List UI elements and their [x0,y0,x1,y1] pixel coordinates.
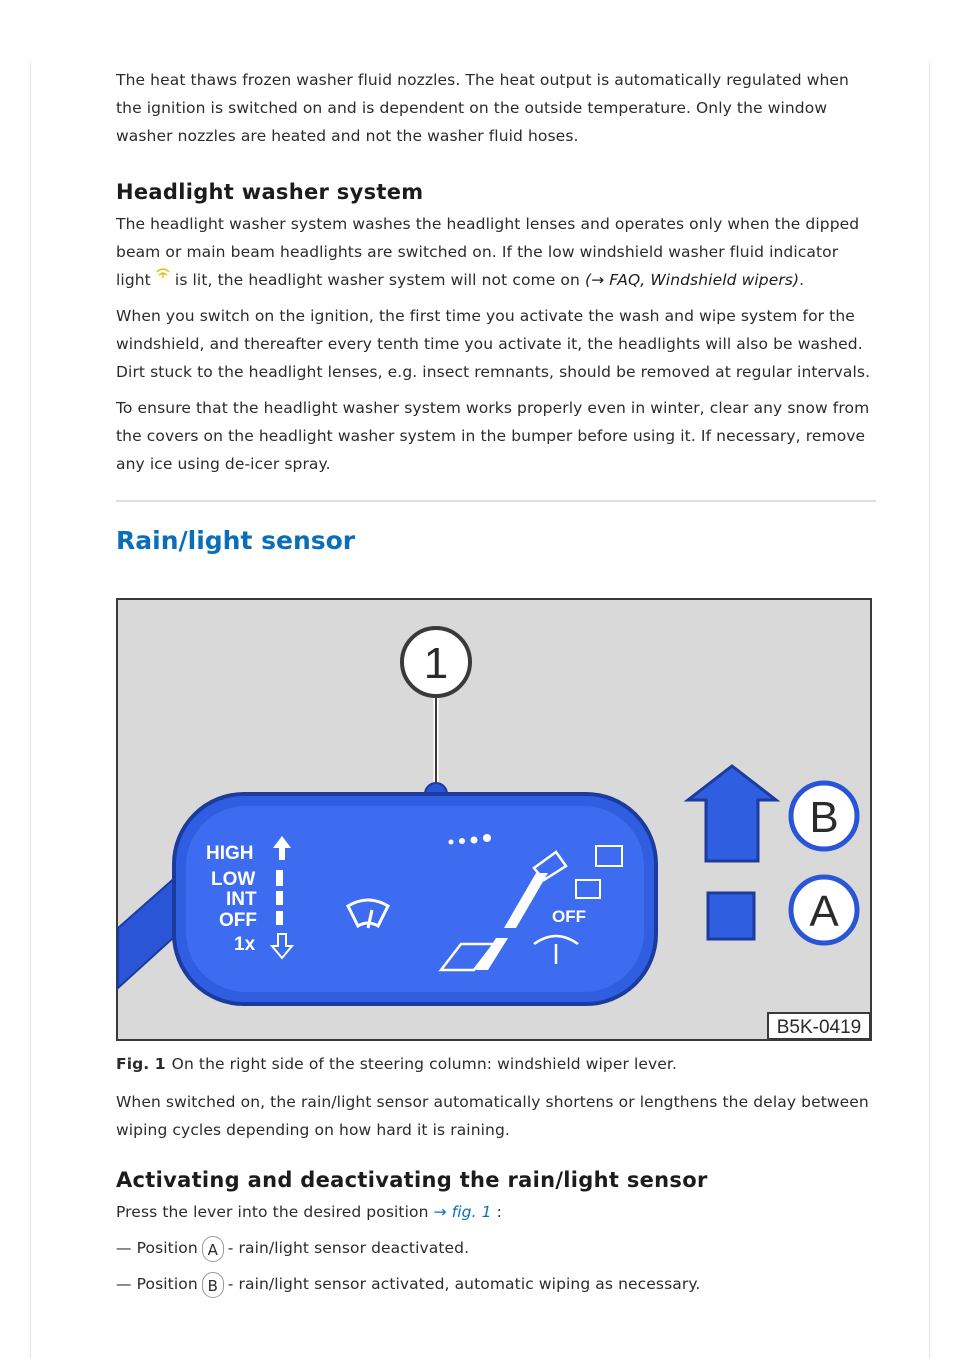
headlight-washer-paragraph-3: To ensure that the headlight washer system works properly even in winter, clear any snow from the covers on the headlight washer system in the bumper before using it. If necessary, remove any ice using de-icer spray. [116,399,870,473]
section-divider [116,500,876,502]
document-content-lower [116,1050,876,1298]
section-heading-rain-light-sensor: Rain/light sensor [116,526,356,555]
figure-caption-text: On the right side of the steering column: windshield wiper lever. [171,1055,677,1073]
headlight-washer-p1-end: . [799,271,805,289]
windshield-wiper-lever-figure [116,598,872,1041]
list-item-position-a [116,1234,876,1262]
position-marker-low [276,870,283,886]
callout-label-a: A [809,887,839,936]
faq-windshield-wipers-link[interactable]: (→ FAQ, Windshield wipers) [584,271,800,289]
lever-label-off: OFF [219,910,257,931]
figure-caption-prefix: Fig. 1 [116,1055,166,1073]
list-item-position-b [116,1270,876,1298]
lever-label-high: HIGH [206,843,254,864]
lever-label-int: INT [226,889,257,910]
fig-1-link[interactable]: → fig. 1 [433,1203,492,1221]
document-content [116,62,876,555]
headlight-washer-paragraph-2: When you switch on the ignition, the first time you activate the wash and wipe system for the windshield, and thereafter every tenth time you activate it, the headlights will also be washed. Dirt stuck to the headlight lenses, e.g. insect remnants, should be removed at regular intervals. [116,307,871,381]
page-margin-rule-right [929,62,930,1358]
section-heading-activating: Activating and deactivating the rain/light sensor [116,1168,708,1192]
list-item-prefix: — Position [116,1239,198,1257]
activating-instruction-text: Press the lever into the desired position [116,1203,429,1221]
list-item-text: - rain/light sensor deactivated. [227,1239,470,1257]
figure-caption [116,1050,876,1078]
callout-label-b: B [809,793,839,842]
section-heading-headlight-washer: Headlight washer system [116,180,424,204]
figure-illustration [116,598,872,1041]
activating-instruction-end: : [496,1203,502,1221]
rain-sensor-paragraph: When switched on, the rain/light sensor automatically shortens or lengthens the delay between wiping cycles depending on how hard it is raining. [116,1093,869,1139]
position-marker-int [276,891,283,905]
lever-label-low: LOW [211,869,256,890]
off-label: OFF [552,907,586,926]
headlight-washer-paragraph-1 [116,210,876,294]
activating-instruction [116,1198,876,1226]
headlight-washer-p1-part1: The headlight washer system washes the headlight lenses and operates only when the dipped beam or main beam headlights are switched on. If the low windshield washer fluid indicator light [116,215,860,289]
position-letter-a: A [202,1236,224,1262]
intro-paragraph: The heat thaws frozen washer fluid nozzles. The heat output is automatically regulated when the ignition is switched on and is dependent on the outside temperature. Only the window washer nozzles are heated and not the washer fluid hoses. [116,71,849,145]
square-a-icon [708,893,754,939]
callout-label-1: 1 [423,639,449,688]
washer-fluid-indicator-icon [156,267,170,279]
figure-code: B5K-0419 [776,1017,862,1038]
position-marker-off [276,911,283,925]
list-item-text: - rain/light sensor activated, automatic wiping as necessary. [227,1275,701,1293]
list-item-prefix: — Position [116,1275,198,1293]
position-letter-b: B [202,1272,224,1298]
headlight-washer-p1-part2: is lit, the headlight washer system will not come on [174,271,580,289]
rain-drop-icon [449,840,454,845]
page-margin-rule-left [30,62,31,1358]
lever-label-1x: 1x [234,934,256,955]
